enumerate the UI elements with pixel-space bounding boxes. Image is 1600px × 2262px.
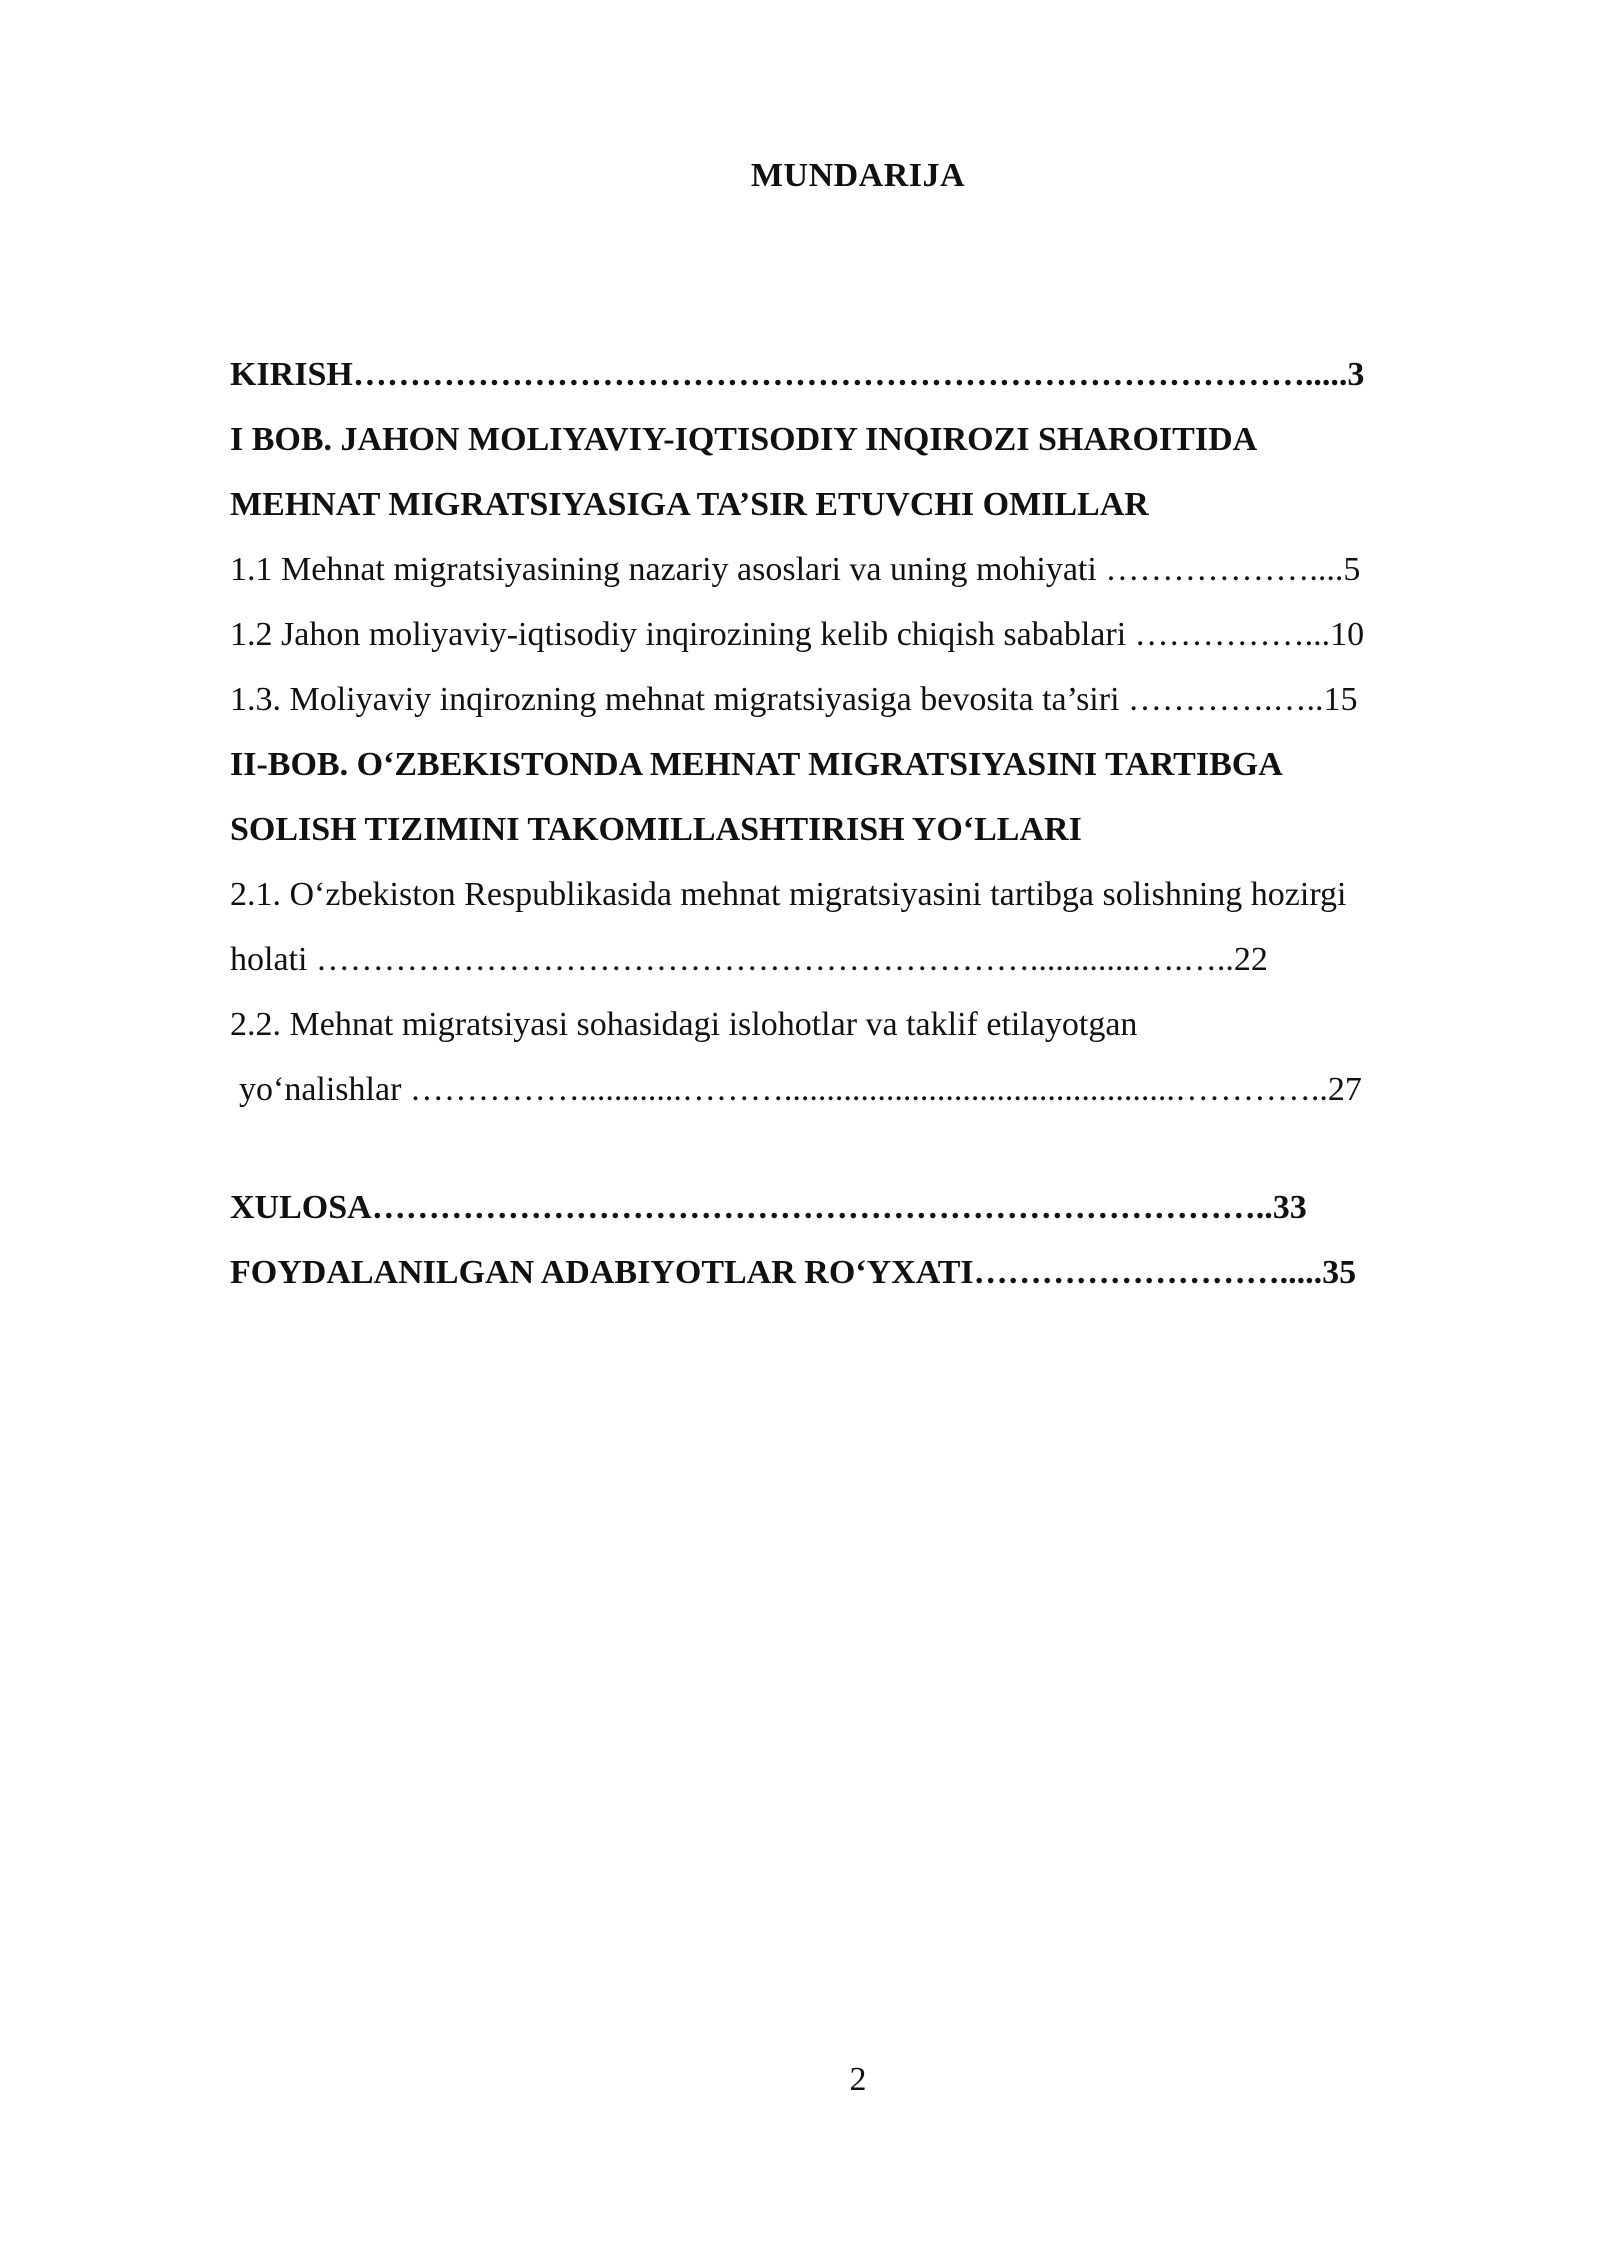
toc-spacer: [230, 1122, 1492, 1175]
toc-chapter-1-heading-line-1: I BOB. JAHON MOLIYAVIY-IQTISODIY INQIROZI SHAROITIDA: [230, 421, 1258, 458]
page-title: MUNDARIJA: [750, 157, 966, 194]
toc-entry-1-2: 1.2 Jahon moliyaviy-iqtisodiy inqirozining kelib chiqish sabablari ……………...10: [230, 616, 1365, 653]
toc-chapter-2-heading-line-1: II-BOB. O‘ZBEKISTONDA MEHNAT MIGRATSIYASINI TARTIBGA: [230, 746, 1283, 783]
toc-entry-adabiyotlar: FOYDALANILGAN ADABIYOTLAR RO‘YXATI……………………….....35: [230, 1254, 1357, 1291]
toc-chapter-1-heading-line-2: MEHNAT MIGRATSIYASIGA TA’SIR ETUVCHI OMILLAR: [230, 486, 1149, 523]
toc-entry-2-1-line-1: 2.1. O‘zbekiston Respublikasida mehnat migratsiyasini tartibga solishning hozirgi: [230, 876, 1347, 913]
toc-entry-2-1-line-2: holati ……………………………………………………….............….…..22: [230, 941, 1268, 978]
page-number: 2: [849, 2061, 867, 2098]
toc-entry-2-2-line-1: 2.2. Mehnat migratsiyasi sohasidagi islohotlar va taklif etilayotgan: [230, 1006, 1138, 1043]
table-of-contents: [230, 342, 1492, 1305]
toc-entry-kirish: KIRISH………………………………………………………………………….....3: [230, 356, 1365, 393]
toc-entry-xulosa: XULOSA……………………………………………………………………..33: [230, 1189, 1307, 1226]
toc-chapter-2-heading-line-2: SOLISH TIZIMINI TAKOMILLASHTIRISH YO‘LLARI: [230, 811, 1082, 848]
toc-entry-2-2-line-2: yo‘nalishlar ……………............………..............................................…………..27: [239, 1071, 1362, 1108]
toc-entry-1-3: 1.3. Moliyaviy inqirozning mehnat migratsiyasiga bevosita ta’siri ………….…..15: [230, 681, 1358, 718]
toc-entry-1-1: 1.1 Mehnat migratsiyasining nazariy asoslari va uning mohiyati ………………....5: [230, 551, 1361, 588]
